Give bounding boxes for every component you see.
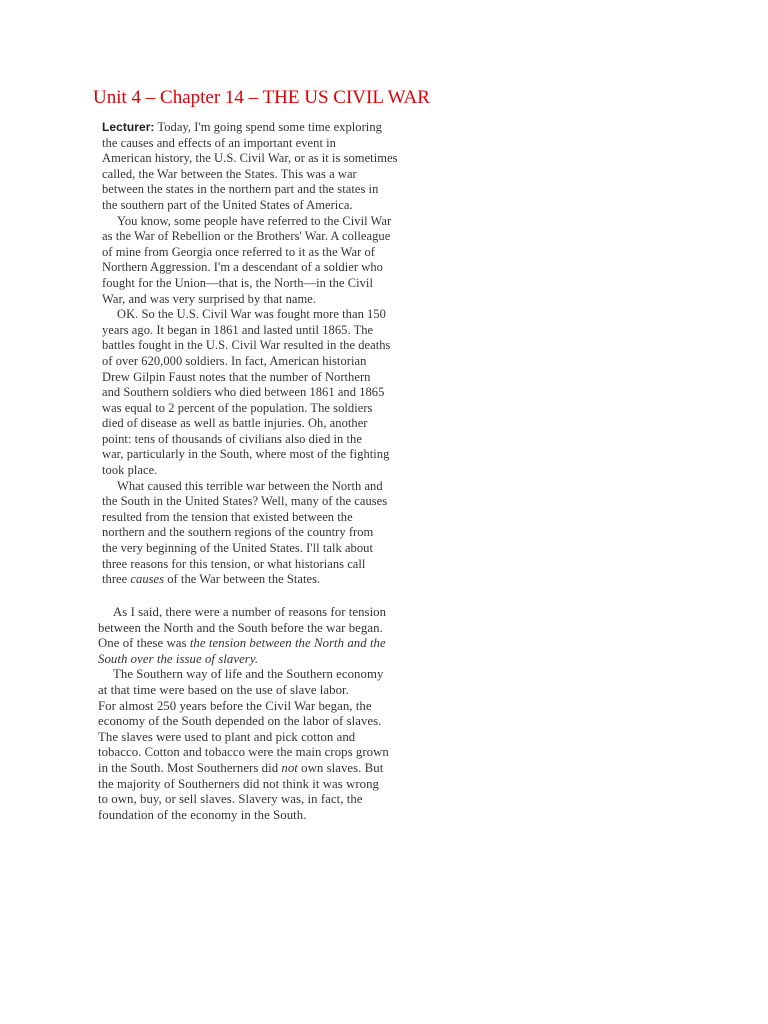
text-line: of mine from Georgia once referred to it as the War of [102,244,375,259]
paragraph-casualties [102,307,432,479]
text-line [98,652,428,668]
text-line: was equal to 2 percent of the population. The soldiers [102,400,373,415]
text-segment: three [102,572,131,587]
text-line: war, particularly in the South, where most of the fighting [102,447,390,462]
text-line: American history, the U.S. Civil War, or as it is sometimes [102,151,398,166]
text-line: three reasons for this tension, or what historians call [102,556,366,571]
text-line: the majority of Southerners did not think it was wrong [98,776,379,791]
text-segment: own slaves. But [297,760,384,775]
text-line: As I said, there were a number of reasons for tension [113,605,387,619]
text-line: to own, buy, or sell slaves. Slavery was, in fact, the [98,792,363,807]
text-line: battles fought in the U.S. Civil War resulted in the deaths [102,338,391,353]
emphasis-text: South over the issue of slavery. [98,651,259,666]
text-line [102,120,432,136]
lecture-excerpt [102,120,432,588]
text-line: point: tens of thousands of civilians also died in the [102,431,362,446]
emphasis-text: not [281,760,298,775]
text-line: tobacco. Cotton and tobacco were the main crops grown [98,745,389,760]
text-line: the causes and effects of an important event in [102,135,336,150]
text-line: You know, some people have referred to the Civil War [117,213,392,228]
text-segment: One of these was [98,636,190,651]
emphasis-text: the tension between the North and the [189,636,386,651]
text-line: The Southern way of life and the Southern economy [113,667,384,682]
speaker-label: Lecturer: [102,120,155,134]
text-line: as the War of Rebellion or the Brothers' War. A colleague [102,229,391,244]
text-line: resulted from the tension that existed between the [102,509,353,524]
paragraph-intro [102,120,432,214]
text-line: the South in the United States? Well, many of the causes [102,494,388,509]
text-line: died of disease as well as battle injuries. Oh, another [102,416,368,431]
text-line: fought for the Union—that is, the North—in the Civil [102,275,373,290]
slavery-excerpt [98,605,428,823]
text-line: took place. [102,463,158,478]
text-line: the southern part of the United States of America. [102,197,353,212]
text-line [98,761,428,777]
text-line: between the states in the northern part and the states in [102,182,379,197]
text-line: The slaves were used to plant and pick cotton and [98,729,356,744]
text-line: of over 620,000 soldiers. In fact, American historian [102,353,367,368]
page-title: Unit 4 – Chapter 14 – THE US CIVIL WAR [93,87,430,108]
text-line: and Southern soldiers who died between 1861 and 1865 [102,385,385,400]
emphasis-text: causes [130,572,165,587]
text-segment: of the War between the States. [164,572,321,587]
text-line: the very beginning of the United States. I'll talk about [102,541,373,556]
text-line: between the North and the South before the war began. [98,620,383,635]
text-segment: Today, I'm going spend some time exploring [157,120,382,134]
paragraph-slavery [98,605,428,823]
text-line: What caused this terrible war between the North and [117,478,383,493]
text-line: For almost 250 years before the Civil War began, the [98,698,372,713]
text-line: at that time were based on the use of slave labor. [98,682,349,697]
text-line: years ago. It began in 1861 and lasted until 1865. The [102,322,374,337]
text-line: Drew Gilpin Faust notes that the number of Northern [102,369,371,384]
text-line: northern and the southern regions of the country from [102,525,374,540]
text-line: called, the War between the States. This was a war [102,166,357,181]
text-line: economy of the South depended on the labor of slaves. [98,714,382,729]
text-line: OK. So the U.S. Civil War was fought more than 150 [117,307,386,322]
text-line [102,572,432,588]
text-line [98,636,428,652]
paragraph-causes [102,479,432,588]
text-line: foundation of the economy in the South. [98,807,307,822]
text-line: War, and was very surprised by that name. [102,291,317,306]
paragraph-names [102,214,432,308]
text-segment: in the South. Most Southerners did [98,760,282,775]
text-line: Northern Aggression. I'm a descendant of a soldier who [102,260,383,275]
